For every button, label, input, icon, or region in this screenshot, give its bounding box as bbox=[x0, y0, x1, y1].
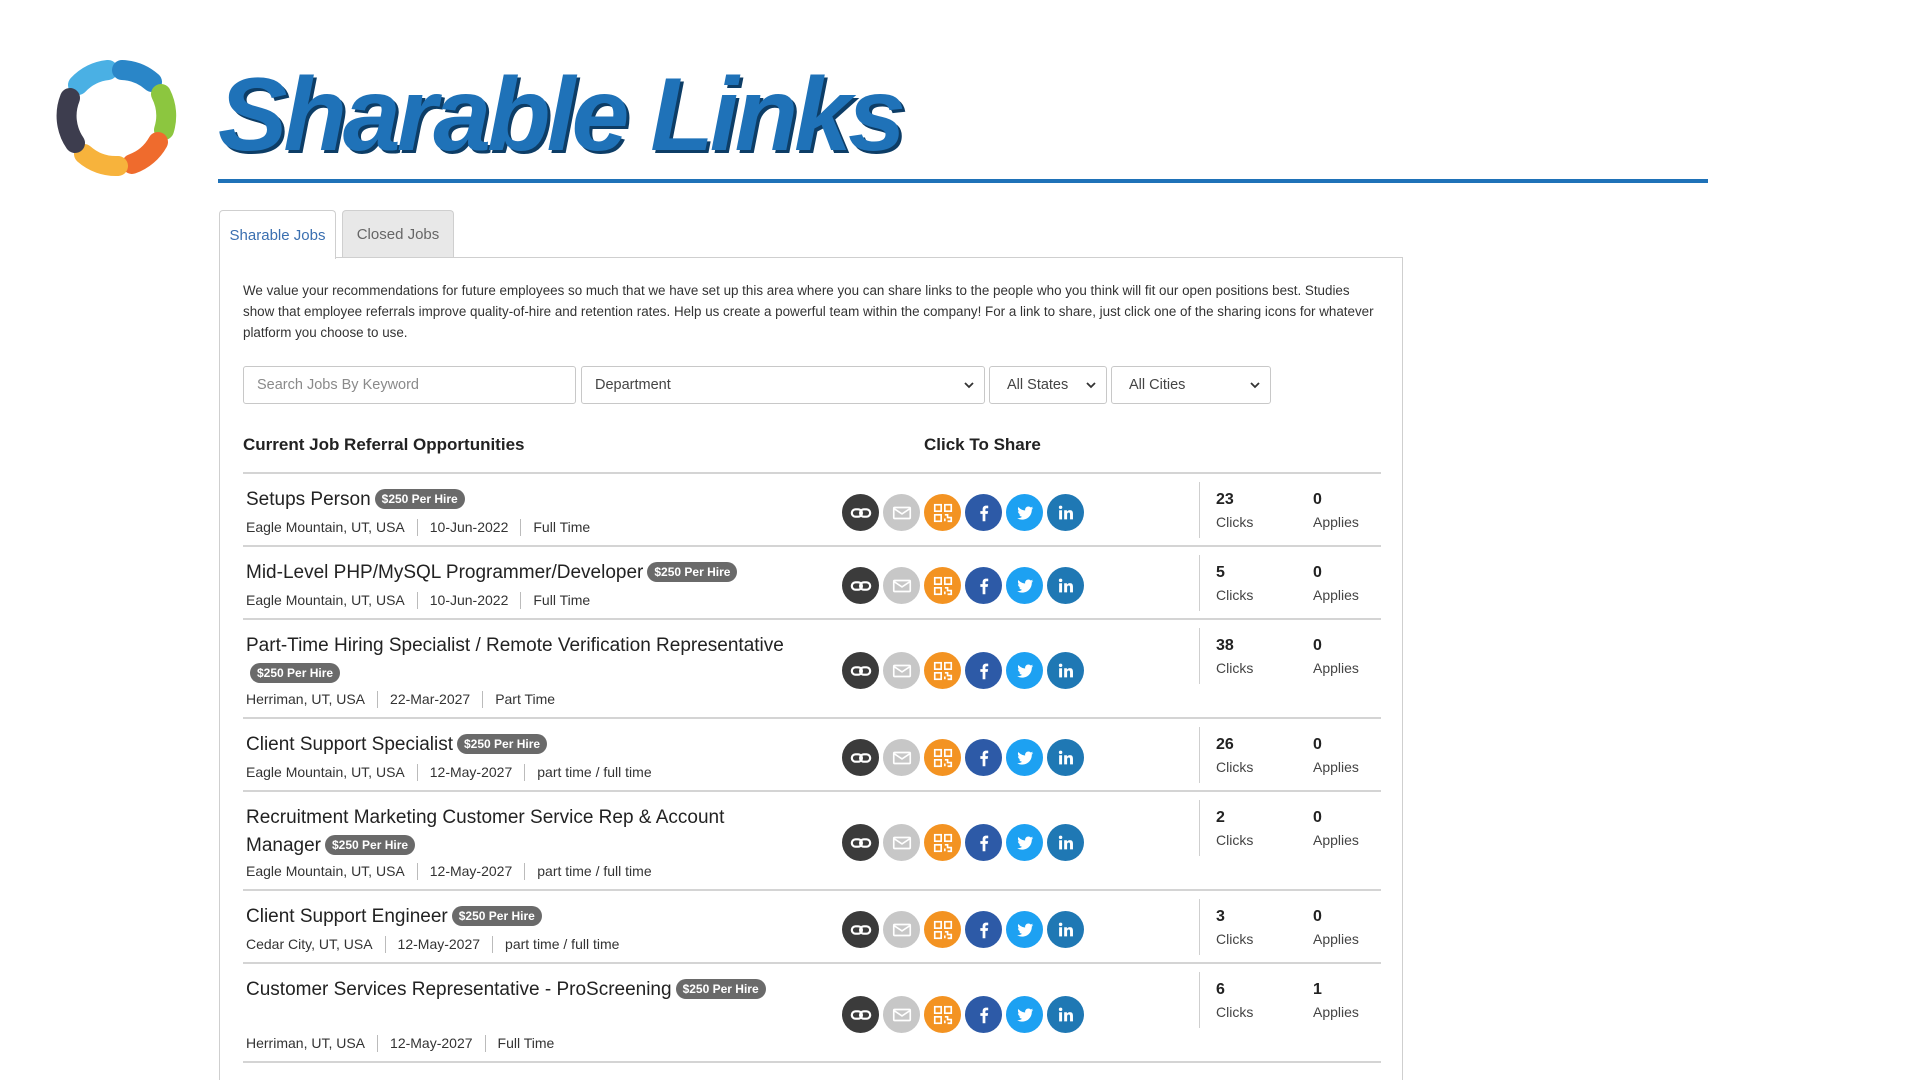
job-type: Full Time bbox=[520, 519, 602, 536]
copy-link-icon[interactable] bbox=[842, 652, 879, 689]
job-date: 10-Jun-2022 bbox=[417, 519, 521, 536]
job-type: Full Time bbox=[485, 1035, 567, 1052]
qr-code-icon[interactable] bbox=[924, 824, 961, 861]
applies-label: Applies bbox=[1313, 1004, 1359, 1020]
twitter-icon[interactable] bbox=[1006, 739, 1043, 776]
clicks-stat bbox=[1216, 735, 1253, 779]
job-location: Eagle Mountain, UT, USA bbox=[246, 519, 405, 535]
job-date: 12-May-2027 bbox=[417, 764, 525, 781]
applies-stat bbox=[1313, 490, 1359, 534]
chevron-down-icon bbox=[1084, 378, 1098, 392]
applies-count: 0 bbox=[1313, 809, 1322, 826]
clicks-count: 26 bbox=[1216, 736, 1234, 753]
email-icon[interactable] bbox=[883, 996, 920, 1033]
twitter-icon[interactable] bbox=[1006, 824, 1043, 861]
linkedin-icon[interactable] bbox=[1047, 494, 1084, 531]
copy-link-icon[interactable] bbox=[842, 996, 879, 1033]
job-date: 12-May-2027 bbox=[417, 863, 525, 880]
clicks-count: 3 bbox=[1216, 908, 1225, 925]
bonus-badge: $250 Per Hire bbox=[647, 562, 737, 582]
clicks-label: Clicks bbox=[1216, 832, 1254, 848]
copy-link-icon[interactable] bbox=[842, 824, 879, 861]
tab-sharable-jobs[interactable]: Sharable Jobs bbox=[219, 210, 336, 259]
copy-link-icon[interactable] bbox=[842, 911, 879, 948]
applies-count: 0 bbox=[1313, 491, 1322, 508]
clicks-count: 38 bbox=[1216, 637, 1234, 654]
qr-code-icon[interactable] bbox=[924, 494, 961, 531]
facebook-icon[interactable] bbox=[965, 911, 1002, 948]
job-row bbox=[243, 891, 1381, 964]
clicks-stat bbox=[1216, 636, 1253, 680]
email-icon[interactable] bbox=[883, 494, 920, 531]
applies-stat bbox=[1313, 563, 1359, 607]
job-location: Herriman, UT, USA bbox=[246, 691, 366, 707]
job-title[interactable] bbox=[246, 559, 786, 587]
qr-code-icon[interactable] bbox=[924, 996, 961, 1033]
job-location: Eagle Mountain, UT, USA bbox=[246, 764, 405, 780]
cities-select[interactable] bbox=[1111, 366, 1271, 404]
clicks-count: 2 bbox=[1216, 809, 1225, 826]
job-row bbox=[243, 792, 1381, 891]
job-title[interactable] bbox=[246, 976, 786, 1004]
logo-ring-icon bbox=[48, 50, 184, 186]
clicks-count: 5 bbox=[1216, 564, 1225, 581]
applies-stat bbox=[1313, 907, 1359, 951]
share-buttons bbox=[842, 824, 1084, 861]
applies-label: Applies bbox=[1313, 759, 1359, 775]
email-icon[interactable] bbox=[883, 824, 920, 861]
job-stats bbox=[1199, 899, 1381, 955]
job-title[interactable] bbox=[246, 903, 786, 931]
share-buttons bbox=[842, 567, 1084, 604]
job-stats bbox=[1199, 628, 1381, 684]
applies-count: 1 bbox=[1313, 981, 1322, 998]
job-meta bbox=[246, 936, 631, 953]
job-title[interactable] bbox=[246, 804, 786, 860]
job-type: part time / full time bbox=[492, 936, 631, 953]
twitter-icon[interactable] bbox=[1006, 494, 1043, 531]
job-location: Herriman, UT, USA bbox=[246, 1035, 366, 1051]
clicks-label: Clicks bbox=[1216, 514, 1254, 530]
job-stats bbox=[1199, 800, 1381, 856]
clicks-stat bbox=[1216, 490, 1253, 534]
clicks-count: 23 bbox=[1216, 491, 1234, 508]
job-title-text[interactable]: Client Support Engineer bbox=[246, 906, 448, 927]
share-heading: Click To Share bbox=[924, 435, 1041, 454]
twitter-icon[interactable] bbox=[1006, 567, 1043, 604]
job-title[interactable] bbox=[246, 731, 786, 759]
applies-label: Applies bbox=[1313, 660, 1359, 676]
linkedin-icon[interactable] bbox=[1047, 739, 1084, 776]
job-date: 12-May-2027 bbox=[385, 936, 493, 953]
clicks-label: Clicks bbox=[1216, 587, 1254, 603]
twitter-icon[interactable] bbox=[1006, 652, 1043, 689]
linkedin-icon[interactable] bbox=[1047, 911, 1084, 948]
states-select[interactable] bbox=[989, 366, 1107, 404]
job-row bbox=[243, 719, 1381, 792]
bonus-badge: $250 Per Hire bbox=[375, 489, 465, 509]
clicks-stat bbox=[1216, 907, 1253, 951]
applies-count: 0 bbox=[1313, 908, 1322, 925]
job-type: part time / full time bbox=[524, 764, 663, 781]
bonus-badge: $250 Per Hire bbox=[676, 979, 766, 999]
facebook-icon[interactable] bbox=[965, 652, 1002, 689]
clicks-label: Clicks bbox=[1216, 759, 1254, 775]
copy-link-icon[interactable] bbox=[842, 494, 879, 531]
email-icon[interactable] bbox=[883, 652, 920, 689]
job-row bbox=[243, 547, 1381, 620]
job-list bbox=[243, 474, 1381, 1063]
share-buttons bbox=[842, 739, 1084, 776]
applies-label: Applies bbox=[1313, 587, 1359, 603]
title-divider bbox=[218, 179, 1708, 183]
qr-code-icon[interactable] bbox=[924, 567, 961, 604]
share-buttons bbox=[842, 494, 1084, 531]
applies-count: 0 bbox=[1313, 637, 1322, 654]
linkedin-icon[interactable] bbox=[1047, 567, 1084, 604]
cities-select-value: All Cities bbox=[1129, 377, 1186, 393]
applies-label: Applies bbox=[1313, 514, 1359, 530]
clicks-label: Clicks bbox=[1216, 1004, 1254, 1020]
job-title-text[interactable]: Mid-Level PHP/MySQL Programmer/Developer bbox=[246, 562, 644, 583]
clicks-label: Clicks bbox=[1216, 931, 1254, 947]
clicks-label: Clicks bbox=[1216, 660, 1254, 676]
chevron-down-icon bbox=[1248, 378, 1262, 392]
applies-stat bbox=[1313, 980, 1359, 1024]
chevron-down-icon bbox=[962, 378, 976, 392]
job-type: Full Time bbox=[520, 592, 602, 609]
job-stats bbox=[1199, 555, 1381, 611]
job-row bbox=[243, 474, 1381, 547]
job-meta bbox=[246, 691, 567, 708]
job-title-text[interactable]: Setups Person bbox=[246, 489, 371, 510]
applies-stat bbox=[1313, 636, 1359, 680]
linkedin-icon[interactable] bbox=[1047, 996, 1084, 1033]
share-buttons bbox=[842, 911, 1084, 948]
applies-count: 0 bbox=[1313, 736, 1322, 753]
job-date: 12-May-2027 bbox=[377, 1035, 485, 1052]
sharable-jobs-panel bbox=[219, 257, 1403, 1080]
job-title[interactable] bbox=[246, 632, 786, 688]
job-meta bbox=[246, 1035, 566, 1052]
tab-closed-jobs[interactable]: Closed Jobs bbox=[342, 210, 454, 258]
job-date: 22-Mar-2027 bbox=[377, 691, 482, 708]
qr-code-icon[interactable] bbox=[924, 739, 961, 776]
job-location: Eagle Mountain, UT, USA bbox=[246, 592, 405, 608]
applies-stat bbox=[1313, 808, 1359, 852]
opportunities-heading: Current Job Referral Opportunities bbox=[243, 435, 525, 454]
job-date: 10-Jun-2022 bbox=[417, 592, 521, 609]
copy-link-icon[interactable] bbox=[842, 739, 879, 776]
facebook-icon[interactable] bbox=[965, 494, 1002, 531]
bonus-badge: $250 Per Hire bbox=[325, 835, 415, 855]
share-buttons bbox=[842, 996, 1084, 1033]
clicks-stat bbox=[1216, 808, 1253, 852]
department-select-value: Department bbox=[595, 377, 671, 393]
email-icon[interactable] bbox=[883, 911, 920, 948]
linkedin-icon[interactable] bbox=[1047, 824, 1084, 861]
facebook-icon[interactable] bbox=[965, 824, 1002, 861]
job-title-text[interactable]: Client Support Specialist bbox=[246, 734, 453, 755]
page-title: Sharable Links bbox=[218, 57, 902, 173]
bonus-badge: $250 Per Hire bbox=[250, 663, 340, 683]
facebook-icon[interactable] bbox=[965, 567, 1002, 604]
tab-bar bbox=[219, 210, 454, 258]
facebook-icon[interactable] bbox=[965, 996, 1002, 1033]
job-stats bbox=[1199, 972, 1381, 1028]
job-meta bbox=[246, 592, 602, 609]
job-meta bbox=[246, 764, 664, 781]
bonus-badge: $250 Per Hire bbox=[452, 906, 542, 926]
intro-text: We value your recommendations for future employees so much that we have set up this area where you can share links to the people who you think will fit our open positions best. Studies show that employee referrals improve quality-of-hire and retention rates. Help us create a powerful team within the company! For a link to share, just click one of the sharing icons for whatever platform you choose to use. bbox=[243, 283, 1374, 340]
job-type: part time / full time bbox=[524, 863, 663, 880]
email-icon[interactable] bbox=[883, 739, 920, 776]
job-meta bbox=[246, 519, 602, 536]
job-stats bbox=[1199, 482, 1381, 538]
job-location: Eagle Mountain, UT, USA bbox=[246, 863, 405, 879]
department-select[interactable] bbox=[581, 366, 985, 404]
job-meta bbox=[246, 863, 664, 880]
clicks-stat bbox=[1216, 563, 1253, 607]
job-type: Part Time bbox=[482, 691, 567, 708]
applies-count: 0 bbox=[1313, 564, 1322, 581]
qr-code-icon[interactable] bbox=[924, 911, 961, 948]
applies-label: Applies bbox=[1313, 931, 1359, 947]
applies-label: Applies bbox=[1313, 832, 1359, 848]
facebook-icon[interactable] bbox=[965, 739, 1002, 776]
job-row bbox=[243, 620, 1381, 719]
copy-link-icon[interactable] bbox=[842, 567, 879, 604]
qr-code-icon[interactable] bbox=[924, 652, 961, 689]
job-row bbox=[243, 964, 1381, 1063]
clicks-stat bbox=[1216, 980, 1253, 1024]
job-title-text[interactable]: Customer Services Representative - ProScreening bbox=[246, 979, 672, 1000]
job-title-text[interactable]: Recruitment Marketing Customer Service Rep & Account Manager bbox=[246, 807, 725, 856]
twitter-icon[interactable] bbox=[1006, 996, 1043, 1033]
job-stats bbox=[1199, 727, 1381, 783]
search-input[interactable]: Search Jobs By Keyword bbox=[243, 366, 576, 404]
applies-stat bbox=[1313, 735, 1359, 779]
share-buttons bbox=[842, 652, 1084, 689]
states-select-value: All States bbox=[1007, 377, 1069, 393]
clicks-count: 6 bbox=[1216, 981, 1225, 998]
job-title-text[interactable]: Part-Time Hiring Specialist / Remote Verification Representative bbox=[246, 635, 784, 656]
email-icon[interactable] bbox=[883, 567, 920, 604]
bonus-badge: $250 Per Hire bbox=[457, 734, 547, 754]
job-title[interactable] bbox=[246, 486, 786, 514]
job-location: Cedar City, UT, USA bbox=[246, 936, 373, 952]
linkedin-icon[interactable] bbox=[1047, 652, 1084, 689]
twitter-icon[interactable] bbox=[1006, 911, 1043, 948]
